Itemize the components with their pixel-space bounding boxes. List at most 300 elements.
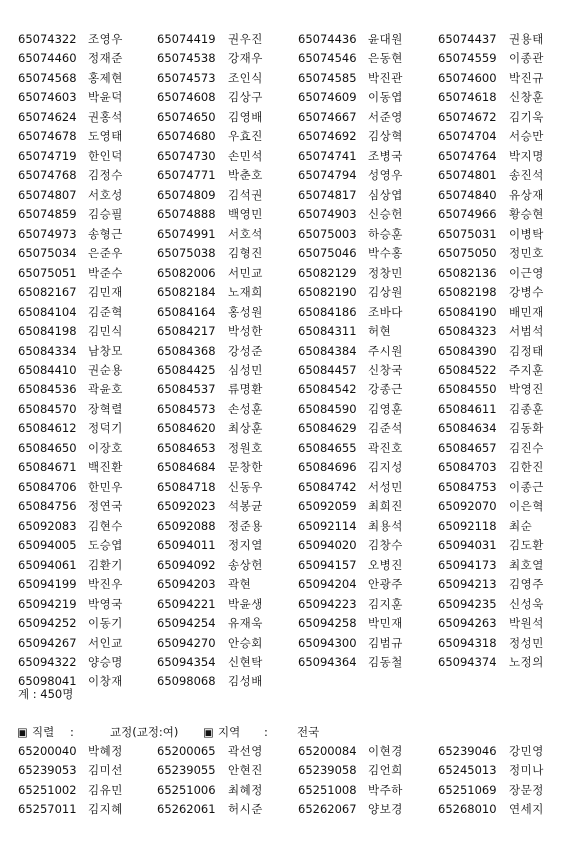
candidate-number: 65084198 <box>18 324 77 339</box>
candidate-number: 65084590 <box>298 401 357 416</box>
candidate-name: 김영배 <box>228 109 263 124</box>
candidate-name: 김언희 <box>368 763 403 778</box>
candidate-name: 손민석 <box>228 148 263 163</box>
candidate-name: 신승헌 <box>368 207 403 222</box>
candidate-name: 서승만 <box>509 129 544 144</box>
candidate-name: 정지열 <box>228 538 263 553</box>
candidate-name: 김승필 <box>88 207 123 222</box>
table-row <box>0 800 580 819</box>
candidate-name: 조영우 <box>88 32 123 46</box>
candidate-number: 65082198 <box>438 285 497 300</box>
candidate-number: 65074680 <box>157 129 216 144</box>
candidate-number: 65084684 <box>157 460 216 475</box>
candidate-name: 신창훈 <box>509 90 544 105</box>
candidate-name: 성영우 <box>368 168 403 183</box>
candidate-name: 김영주 <box>509 577 544 592</box>
candidate-name: 신동우 <box>228 479 263 494</box>
candidate-number: 65084573 <box>157 401 216 416</box>
candidate-name: 박진관 <box>368 70 403 85</box>
table-row <box>0 108 580 127</box>
candidate-number: 65074888 <box>157 207 216 222</box>
candidate-number: 65084522 <box>438 362 497 377</box>
candidate-name: 배민재 <box>509 304 544 319</box>
candidate-name: 안현진 <box>228 763 263 778</box>
candidate-number: 65094157 <box>298 557 357 572</box>
candidate-number: 65092118 <box>438 518 497 533</box>
candidate-number: 65251002 <box>18 782 77 797</box>
candidate-number: 65094213 <box>438 577 497 592</box>
candidate-name: 정덕기 <box>88 421 123 436</box>
candidate-number: 65074771 <box>157 168 216 183</box>
candidate-number: 65075038 <box>157 246 216 261</box>
candidate-name: 하승훈 <box>368 226 403 241</box>
candidate-name: 김종훈 <box>509 401 544 416</box>
candidate-name: 조인식 <box>228 70 263 85</box>
candidate-number: 65094354 <box>157 655 216 669</box>
candidate-name: 도승엽 <box>88 538 123 553</box>
square-bullet-icon-2: ▣ <box>203 725 214 739</box>
candidate-name: 남창모 <box>88 343 123 358</box>
candidate-number: 65074608 <box>157 90 216 105</box>
candidate-number: 65074966 <box>438 207 497 222</box>
candidate-number: 65084186 <box>298 304 357 319</box>
candidate-number: 65098041 <box>18 674 77 689</box>
candidate-name: 김창수 <box>368 538 403 553</box>
candidate-number: 65082167 <box>18 285 77 300</box>
candidate-name: 김민재 <box>88 285 123 300</box>
candidate-number: 65074667 <box>298 109 357 124</box>
candidate-number: 65239058 <box>298 763 357 778</box>
candidate-name: 도영태 <box>88 129 123 144</box>
candidate-number: 65074538 <box>157 51 216 66</box>
table-row <box>0 88 580 107</box>
candidate-name: 김상구 <box>228 90 263 105</box>
table-row <box>0 322 580 341</box>
candidate-name: 이종근 <box>509 479 544 494</box>
candidate-number: 65084657 <box>438 440 497 455</box>
table-row <box>0 536 580 555</box>
candidate-name: 은동현 <box>368 51 403 66</box>
candidate-name: 허시준 <box>228 802 263 817</box>
candidate-number: 65094173 <box>438 557 497 572</box>
table-row <box>0 380 580 399</box>
candidate-number: 65082129 <box>298 265 357 280</box>
region-colon: : <box>264 725 268 739</box>
candidate-number: 65075003 <box>298 226 357 241</box>
candidate-name: 김정태 <box>509 343 544 358</box>
candidate-name: 조바다 <box>368 304 403 319</box>
candidate-number: 65094020 <box>298 538 357 553</box>
candidate-number: 65262067 <box>298 802 357 817</box>
candidate-number: 65074672 <box>438 109 497 124</box>
candidate-number: 65084190 <box>438 304 497 319</box>
candidate-name: 장문정 <box>509 782 544 797</box>
candidate-name: 이창재 <box>88 674 123 689</box>
table-row <box>0 225 580 244</box>
candidate-name: 유재욱 <box>228 616 263 631</box>
candidate-number: 65074768 <box>18 168 77 183</box>
candidate-number: 65074719 <box>18 148 77 163</box>
candidate-name: 김동화 <box>509 421 544 436</box>
candidate-name: 주지훈 <box>509 362 544 377</box>
candidate-name: 서호석 <box>228 226 263 241</box>
candidate-name: 김민식 <box>88 324 123 339</box>
candidate-number: 65200084 <box>298 744 357 758</box>
candidate-name: 류명환 <box>228 382 263 397</box>
table-row <box>0 556 580 575</box>
candidate-number: 65074573 <box>157 70 216 85</box>
candidate-number: 65074840 <box>438 187 497 202</box>
candidate-name: 송형근 <box>88 226 123 241</box>
candidate-name: 유상재 <box>509 187 544 202</box>
candidate-name: 김기욱 <box>509 109 544 124</box>
table-row <box>0 303 580 322</box>
table-row <box>0 166 580 185</box>
candidate-name: 서인교 <box>88 635 123 650</box>
table-row <box>0 595 580 614</box>
candidate-name: 최용석 <box>368 518 403 533</box>
candidate-number: 65092059 <box>298 499 357 514</box>
candidate-number: 65084410 <box>18 362 77 377</box>
candidate-number: 65251008 <box>298 782 357 797</box>
candidate-name: 이은혁 <box>509 499 544 514</box>
candidate-name: 곽현 <box>228 577 252 592</box>
candidate-number: 65074436 <box>298 32 357 46</box>
candidate-name: 곽진호 <box>368 440 403 455</box>
candidate-number: 65094005 <box>18 538 77 553</box>
candidate-number: 65200040 <box>18 744 77 758</box>
candidate-name: 김형진 <box>228 246 263 261</box>
candidate-number: 65074624 <box>18 109 77 124</box>
candidate-name: 박혜정 <box>88 744 123 758</box>
candidate-number: 65094252 <box>18 616 77 631</box>
candidate-number: 65074609 <box>298 90 357 105</box>
table-row <box>0 653 580 672</box>
candidate-number: 65074460 <box>18 51 77 66</box>
table-row <box>0 205 580 224</box>
candidate-name: 한인덕 <box>88 148 123 163</box>
candidate-number: 65084390 <box>438 343 497 358</box>
candidate-name: 정준용 <box>228 518 263 533</box>
candidate-number: 65084311 <box>298 324 357 339</box>
candidate-name: 이종관 <box>509 51 544 66</box>
table-row <box>0 517 580 536</box>
candidate-number: 65094061 <box>18 557 77 572</box>
candidate-number: 65074817 <box>298 187 357 202</box>
candidate-number: 65074650 <box>157 109 216 124</box>
candidate-name: 우효진 <box>228 129 263 144</box>
job-category-value: 교정(교정:여) <box>110 725 179 739</box>
candidate-number: 65094031 <box>438 538 497 553</box>
candidate-number: 65084368 <box>157 343 216 358</box>
candidate-number: 65074794 <box>298 168 357 183</box>
candidate-number: 65094235 <box>438 596 497 611</box>
candidate-name: 김범규 <box>368 635 403 650</box>
candidate-number: 65092070 <box>438 499 497 514</box>
candidate-number: 65094258 <box>298 616 357 631</box>
candidate-name: 강재우 <box>228 51 263 66</box>
table-row <box>0 186 580 205</box>
table-row <box>0 478 580 497</box>
candidate-name: 주시원 <box>368 343 403 358</box>
candidate-number: 65084634 <box>438 421 497 436</box>
candidate-number: 65268010 <box>438 802 497 817</box>
candidate-number: 65092083 <box>18 518 77 533</box>
candidate-number: 65084753 <box>438 479 497 494</box>
candidate-number: 65082190 <box>298 285 357 300</box>
candidate-name: 권순용 <box>88 362 123 377</box>
candidate-name: 이병탁 <box>509 226 544 241</box>
candidate-number: 65074973 <box>18 226 77 241</box>
candidate-number: 65094270 <box>157 635 216 650</box>
candidate-number: 65074678 <box>18 129 77 144</box>
candidate-number: 65094364 <box>298 655 357 669</box>
results-table-2 <box>0 742 580 820</box>
candidate-name: 박윤덕 <box>88 90 123 105</box>
table-row <box>0 439 580 458</box>
candidate-number: 65094221 <box>157 596 216 611</box>
candidate-name: 신현탁 <box>228 655 263 669</box>
candidate-name: 김동철 <box>368 655 403 669</box>
candidate-number: 65257011 <box>18 802 77 817</box>
candidate-name: 김상원 <box>368 285 403 300</box>
candidate-number: 65084217 <box>157 324 216 339</box>
candidate-name: 정민호 <box>509 246 544 261</box>
table-row <box>0 781 580 800</box>
candidate-number: 65094267 <box>18 635 77 650</box>
candidate-number: 65074618 <box>438 90 497 105</box>
candidate-number: 65262061 <box>157 802 216 817</box>
table-row <box>0 614 580 633</box>
candidate-name: 홍제현 <box>88 70 123 85</box>
candidate-name: 김준석 <box>368 421 403 436</box>
table-row <box>0 672 580 691</box>
candidate-name: 한민우 <box>88 479 123 494</box>
table-row <box>0 497 580 516</box>
candidate-number: 65092114 <box>298 518 357 533</box>
candidate-name: 김지성 <box>368 460 403 475</box>
candidate-name: 권용태 <box>509 32 544 46</box>
candidate-number: 65084104 <box>18 304 77 319</box>
candidate-name: 김현수 <box>88 518 123 533</box>
candidate-name: 김진수 <box>509 440 544 455</box>
candidate-name: 김도환 <box>509 538 544 553</box>
candidate-name: 김유민 <box>88 782 123 797</box>
table-row <box>0 634 580 653</box>
candidate-name: 최혜정 <box>228 782 263 797</box>
candidate-number: 65074546 <box>298 51 357 66</box>
candidate-name: 홍성원 <box>228 304 263 319</box>
candidate-number: 65082006 <box>157 265 216 280</box>
candidate-name: 서성민 <box>368 479 403 494</box>
job-category-label: 직렬 <box>32 725 55 739</box>
candidate-number: 65084655 <box>298 440 357 455</box>
candidate-number: 65094263 <box>438 616 497 631</box>
candidate-number: 65075034 <box>18 246 77 261</box>
candidate-number: 65074807 <box>18 187 77 202</box>
candidate-number: 65074600 <box>438 70 497 85</box>
candidate-number: 65074809 <box>157 187 216 202</box>
section-header <box>0 722 580 742</box>
total-count: 계 : 450명 <box>18 687 74 701</box>
candidate-number: 65084706 <box>18 479 77 494</box>
candidate-number: 65084653 <box>157 440 216 455</box>
candidate-name: 김지훈 <box>368 596 403 611</box>
candidate-number: 65074419 <box>157 32 216 46</box>
candidate-number: 65074903 <box>298 207 357 222</box>
table-row <box>0 361 580 380</box>
table-row <box>0 419 580 438</box>
candidate-number: 65094318 <box>438 635 497 650</box>
candidate-number: 65074704 <box>438 129 497 144</box>
candidate-number: 65239055 <box>157 763 216 778</box>
candidate-name: 황승현 <box>509 207 544 222</box>
candidate-number: 65074741 <box>298 148 357 163</box>
candidate-name: 박윤생 <box>228 596 263 611</box>
candidate-name: 양보경 <box>368 802 403 817</box>
candidate-name: 손성훈 <box>228 401 263 416</box>
candidate-name: 김준혁 <box>88 304 123 319</box>
candidate-number: 65074559 <box>438 51 497 66</box>
candidate-name: 김환기 <box>88 557 123 572</box>
candidate-name: 송상헌 <box>228 557 263 572</box>
candidate-number: 65084536 <box>18 382 77 397</box>
candidate-name: 박진규 <box>509 70 544 85</box>
candidate-number: 65094199 <box>18 577 77 592</box>
candidate-name: 송진석 <box>509 168 544 183</box>
candidate-name: 신성욱 <box>509 596 544 611</box>
candidate-number: 65094204 <box>298 577 357 592</box>
candidate-number: 65084384 <box>298 343 357 358</box>
results-table-1 <box>0 30 580 692</box>
candidate-number: 65075046 <box>298 246 357 261</box>
table-row <box>0 575 580 594</box>
candidate-name: 강병수 <box>509 285 544 300</box>
table-row <box>0 127 580 146</box>
candidate-number: 65074764 <box>438 148 497 163</box>
candidate-number: 65200065 <box>157 744 216 758</box>
candidate-number: 65084542 <box>298 382 357 397</box>
candidate-number: 65084703 <box>438 460 497 475</box>
table-row <box>0 244 580 263</box>
table-row <box>0 69 580 88</box>
candidate-number: 65094322 <box>18 655 77 669</box>
candidate-number: 65094203 <box>157 577 216 592</box>
candidate-name: 최호열 <box>509 557 544 572</box>
candidate-number: 65074585 <box>298 70 357 85</box>
candidate-number: 65084550 <box>438 382 497 397</box>
candidate-name: 박지명 <box>509 148 544 163</box>
table-row <box>0 458 580 477</box>
candidate-name: 이장호 <box>88 440 123 455</box>
candidate-number: 65084718 <box>157 479 216 494</box>
candidate-number: 65094011 <box>157 538 216 553</box>
candidate-name: 정원호 <box>228 440 263 455</box>
table-row <box>0 264 580 283</box>
candidate-name: 석봉균 <box>228 499 263 514</box>
candidate-name: 박영국 <box>88 596 123 611</box>
candidate-number: 65084742 <box>298 479 357 494</box>
table-row <box>0 761 580 780</box>
candidate-name: 권우진 <box>228 32 263 46</box>
candidate-name: 김지혜 <box>88 802 123 817</box>
candidate-number: 65084756 <box>18 499 77 514</box>
candidate-number: 65084323 <box>438 324 497 339</box>
candidate-number: 65094219 <box>18 596 77 611</box>
candidate-number: 65084334 <box>18 343 77 358</box>
candidate-name: 백진환 <box>88 460 123 475</box>
candidate-name: 김영훈 <box>368 401 403 416</box>
candidate-name: 서준영 <box>368 109 403 124</box>
candidate-name: 최희진 <box>368 499 403 514</box>
candidate-number: 65251006 <box>157 782 216 797</box>
candidate-number: 65074730 <box>157 148 216 163</box>
candidate-number: 65094300 <box>298 635 357 650</box>
candidate-name: 장혁렬 <box>88 401 123 416</box>
candidate-number: 65075051 <box>18 265 77 280</box>
candidate-name: 백영민 <box>228 207 263 222</box>
candidate-number: 65084457 <box>298 362 357 377</box>
candidate-name: 이근영 <box>509 265 544 280</box>
candidate-number: 65074991 <box>157 226 216 241</box>
candidate-name: 김상혁 <box>368 129 403 144</box>
candidate-name: 심상엽 <box>368 187 403 202</box>
candidate-name: 정창민 <box>368 265 403 280</box>
candidate-number: 65074859 <box>18 207 77 222</box>
table-row <box>0 30 580 49</box>
candidate-name: 노정의 <box>509 655 544 669</box>
table-row <box>0 342 580 361</box>
candidate-name: 박수홍 <box>368 246 403 261</box>
candidate-number: 65098068 <box>157 674 216 689</box>
candidate-number: 65239046 <box>438 744 497 758</box>
candidate-number: 65084611 <box>438 401 497 416</box>
candidate-number: 65084612 <box>18 421 77 436</box>
candidate-number: 65074322 <box>18 32 77 46</box>
candidate-number: 65245013 <box>438 763 497 778</box>
table-row <box>0 147 580 166</box>
candidate-name: 박주하 <box>368 782 403 797</box>
candidate-name: 신창국 <box>368 362 403 377</box>
candidate-number: 65074801 <box>438 168 497 183</box>
candidate-name: 박춘호 <box>228 168 263 183</box>
candidate-name: 박민재 <box>368 616 403 631</box>
candidate-name: 최상훈 <box>228 421 263 436</box>
region-value: 전국 <box>297 725 320 739</box>
candidate-number: 65074603 <box>18 90 77 105</box>
candidate-number: 65251069 <box>438 782 497 797</box>
candidate-number: 65084570 <box>18 401 77 416</box>
candidate-name: 이동엽 <box>368 90 403 105</box>
candidate-name: 노재희 <box>228 285 263 300</box>
candidate-name: 강민영 <box>509 744 544 758</box>
square-bullet-icon: ▣ <box>17 725 28 739</box>
table-row <box>0 49 580 68</box>
candidate-name: 권홍석 <box>88 109 123 124</box>
table-row <box>0 400 580 419</box>
candidate-number: 65075050 <box>438 246 497 261</box>
candidate-name: 정연국 <box>88 499 123 514</box>
candidate-name: 조병국 <box>368 148 403 163</box>
candidate-name: 은준우 <box>88 246 123 261</box>
candidate-number: 65094223 <box>298 596 357 611</box>
candidate-number: 65084629 <box>298 421 357 436</box>
candidate-name: 박원석 <box>509 616 544 631</box>
candidate-number: 65084425 <box>157 362 216 377</box>
candidate-number: 65082136 <box>438 265 497 280</box>
candidate-name: 곽윤호 <box>88 382 123 397</box>
candidate-number: 65084650 <box>18 440 77 455</box>
